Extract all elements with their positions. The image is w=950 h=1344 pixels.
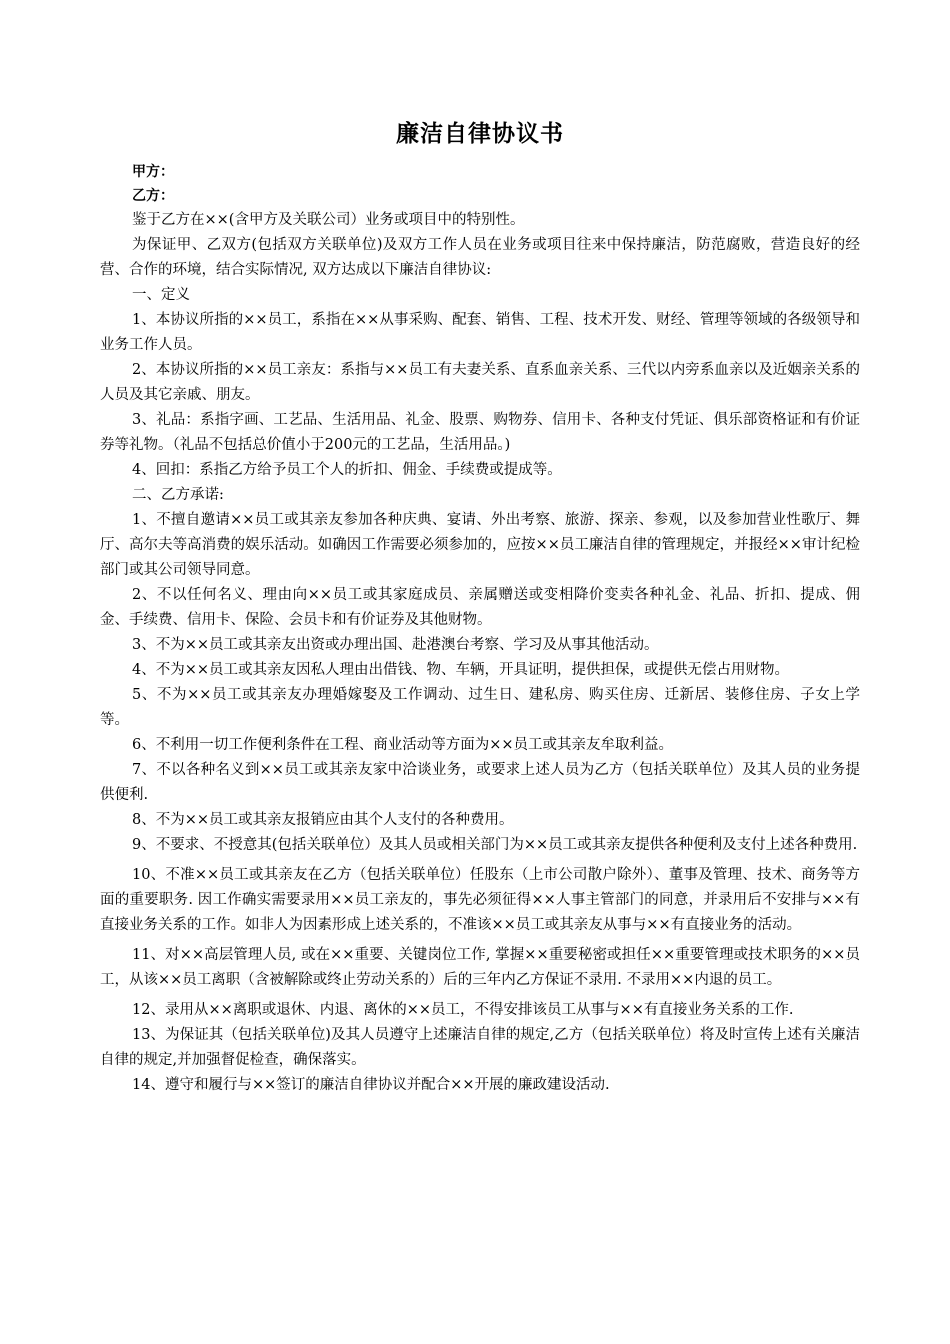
section-heading-commitments: 二、乙方承诺: [132, 487, 224, 503]
document-title: 廉洁自律协议书 [396, 121, 564, 147]
party-b-label: 乙方： [132, 188, 174, 204]
commitment-item: 6、不利用一切工作便利条件在工程、商业活动等方面为××员工或其亲友牟取利益。 [132, 737, 674, 753]
party-a-label: 甲方： [132, 164, 174, 180]
commitment-item: 5、不为××员工或其亲友办理婚嫁娶及工作调动、过生日、建私房、购买住房、迁新居、装修住房、子女上学等。 [100, 687, 860, 728]
section-heading-definitions: 一、定义 [132, 287, 190, 303]
commitment-item: 14、遵守和履行与××签订的廉洁自律协议并配合××开展的廉政建设活动. [132, 1077, 610, 1093]
commitment-item: 4、不为××员工或其亲友因私人理由出借钱、物、车辆，开具证明，提供担保，或提供无偿占用财物。 [132, 662, 790, 678]
commitment-item: 3、不为××员工或其亲友出资或办理出国、赴港澳台考察、学习及从事其他活动。 [132, 637, 659, 653]
commitment-item: 10、不准××员工或其亲友在乙方（包括关联单位）任股东（上市公司散户除外）、董事及管理、技术、商务等方面的重要职务. 因工作确实需要录用××员工亲友的，事先必须征得××人事主管部门的同意，并录用后不安排与××有直接业务关系的工作。如非人为因素形成上述关系的，不准该××员工或其亲友从事与××有直接业务的活动。 [100, 867, 860, 933]
commitment-item: 1、不擅自邀请××员工或其亲友参加各种庆典、宴请、外出考察、旅游、探亲、参观，以及参加营业性歌厅、舞厅、高尔夫等高消费的娱乐活动。如确因工作需要必须参加的，应按××员工廉洁自律的管理规定，并报经××审计纪检部门或其公司领导同意。 [100, 512, 860, 578]
commitment-item: 9、不要求、不授意其(包括关联单位）及其人员或相关部门为××员工或其亲友提供各种便利及支付上述各种费用. [132, 837, 858, 853]
commitment-item: 8、不为××员工或其亲友报销应由其个人支付的各种费用。 [132, 812, 514, 828]
document-page [100, 118, 860, 1098]
definition-item: 3、礼品：系指字画、工艺品、生活用品、礼金、股票、购物券、信用卡、各种支付凭证、俱乐部资格证和有价证券等礼物。（礼品不包括总价值小于200元的工艺品，生活用品。) [100, 412, 860, 453]
purpose-paragraph: 为保证甲、乙双方(包括双方关联单位)及双方工作人员在业务或项目往来中保持廉洁，防范腐败，营造良好的经营、合作的环境，结合实际情况, 双方达成以下廉洁自律协议: [100, 237, 860, 278]
commitment-item: 11、对××高层管理人员, 或在××重要、关键岗位工作, 掌握××重要秘密或担任××重要管理或技术职务的××员工，从该××员工离职（含被解除或终止劳动关系的）后的三年内乙方保证不录用. 不录用××内退的员工。 [100, 947, 860, 988]
definition-item: 4、回扣：系指乙方给予员工个人的折扣、佣金、手续费或提成等。 [132, 462, 562, 478]
commitment-item: 12、录用从××离职或退休、内退、离休的××员工，不得安排该员工从事与××有直接业务关系的工作. [132, 1002, 794, 1018]
definition-item: 1、本协议所指的××员工，系指在××从事采购、配套、销售、工程、技术开发、财经、管理等领域的各级领导和业务工作人员。 [100, 312, 860, 353]
intro-paragraph: 鉴于乙方在××(含甲方及关联公司）业务或项目中的特别性。 [132, 212, 525, 228]
commitment-item: 13、为保证其（包括关联单位)及其人员遵守上述廉洁自律的规定,乙方（包括关联单位）将及时宣传上述有关廉洁自律的规定,并加强督促检查，确保落实。 [100, 1027, 860, 1068]
definition-item: 2、本协议所指的××员工亲友：系指与××员工有夫妻关系、直系血亲关系、三代以内旁系血亲以及近姻亲关系的人员及其它亲戚、朋友。 [100, 362, 860, 403]
commitment-item: 7、不以各种名义到××员工或其亲友家中洽谈业务，或要求上述人员为乙方（包括关联单位）及其人员的业务提供便利. [100, 762, 860, 803]
commitment-item: 2、不以任何名义、理由向××员工或其家庭成员、亲属赠送或变相降价变卖各种礼金、礼品、折扣、提成、佣金、手续费、信用卡、保险、会员卡和有价证券及其他财物。 [100, 587, 860, 628]
